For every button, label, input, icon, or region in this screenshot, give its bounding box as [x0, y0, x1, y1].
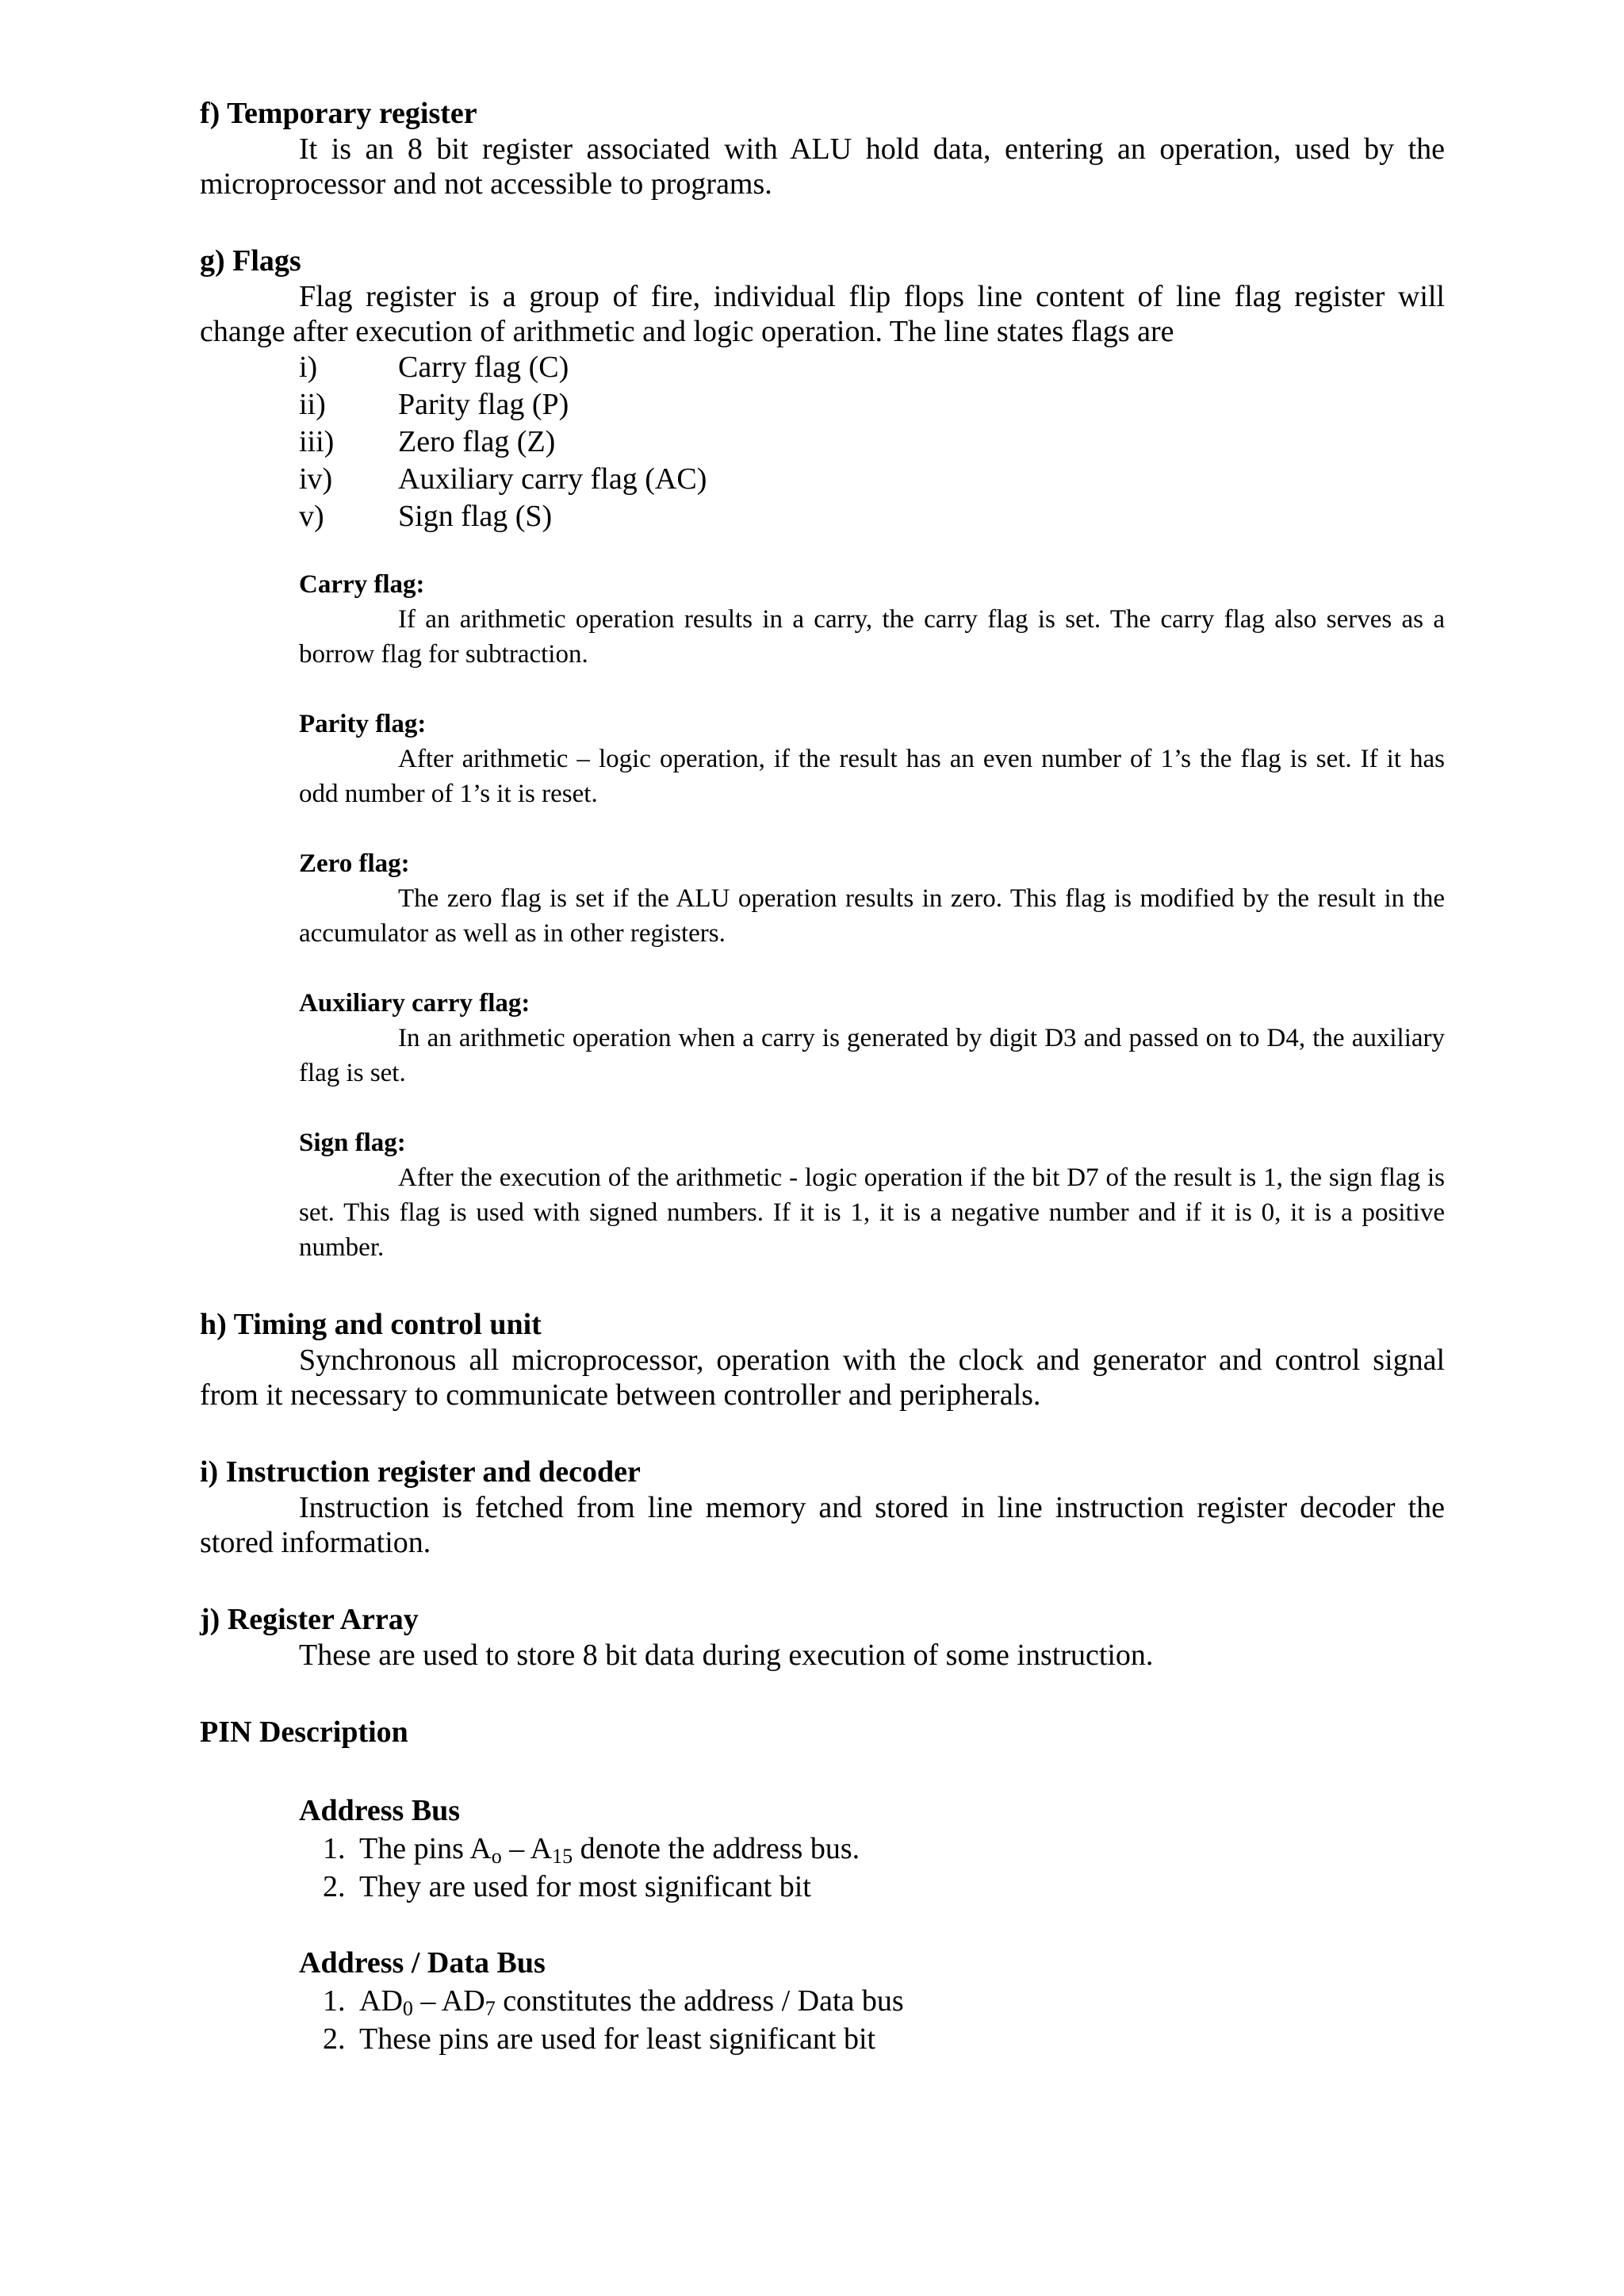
list-text-pre: The pins A — [359, 1832, 492, 1865]
flag-heading: Zero flag: — [299, 849, 410, 878]
section-body: Instruction is fetched from line memory and stored in line instruction register decoder the stored information. — [200, 1491, 1445, 1559]
section-heading: PIN Description — [200, 1715, 408, 1749]
flag-heading: Carry flag: — [299, 570, 425, 599]
flag-body: If an arithmetic operation results in a carry, the carry flag is set. The carry flag also serves as a borrow flag for subtraction. — [299, 605, 1445, 669]
flag-sign — [299, 1125, 1445, 1265]
section-register-array — [200, 1601, 1445, 1673]
flag-descriptions — [299, 567, 1445, 1265]
list-number: 2. — [323, 1870, 346, 1903]
section-instruction-register — [200, 1454, 1445, 1560]
list-text: Sign flag (S) — [398, 500, 553, 533]
flag-zero — [299, 846, 1445, 951]
list-text-mid: – A — [501, 1832, 553, 1865]
section-heading: h) Timing and control unit — [200, 1308, 542, 1341]
flag-heading: Auxiliary carry flag: — [299, 989, 530, 1018]
section-heading: j) Register Array — [200, 1603, 419, 1636]
list-text-pre: AD — [359, 1984, 403, 2018]
list-text: Zero flag (Z) — [398, 425, 556, 458]
address-data-bus-block — [299, 1944, 1445, 2058]
list-number: 2. — [323, 2022, 346, 2056]
flag-body: After the execution of the arithmetic - logic operation if the bit D7 of the result is 1, the sign flag is set. This flag is used with signed numbers. If it is 1, it is a negative number and if it is 0, it is a positive number. — [299, 1163, 1445, 1262]
section-timing-control — [200, 1306, 1445, 1412]
flag-carry — [299, 567, 1445, 672]
section-pin-description — [200, 1714, 1445, 2058]
section-body: These are used to store 8 bit data during execution of some instruction. — [299, 1639, 1154, 1672]
flag-parity — [299, 707, 1445, 811]
flag-auxiliary-carry — [299, 986, 1445, 1091]
list-number: v) — [299, 500, 324, 533]
list-number: 1. — [323, 1832, 346, 1865]
subsection-heading: Address / Data Bus — [299, 1946, 546, 1980]
document-page — [200, 95, 1445, 2058]
list-text-mid: – AD — [412, 1984, 485, 2018]
subscript: 7 — [485, 1997, 496, 2020]
section-heading: g) Flags — [200, 244, 301, 278]
list-item — [299, 349, 1445, 386]
flag-heading: Sign flag: — [299, 1129, 406, 1157]
list-text: Auxiliary carry flag (AC) — [398, 462, 707, 496]
list-text-post: constitutes the address / Data bus — [495, 1984, 904, 2018]
list-text-post: denote the address bus. — [573, 1832, 860, 1865]
subscript: 0 — [402, 1997, 413, 2020]
list-text: Carry flag (C) — [398, 351, 569, 384]
section-flags — [200, 243, 1445, 1265]
list-number: 1. — [323, 1984, 346, 2018]
list-item — [323, 2020, 1445, 2058]
flag-body: After arithmetic – logic operation, if the result has an even number of 1’s the flag is set. If it has odd number of 1’s it is reset. — [299, 745, 1445, 808]
flag-heading: Parity flag: — [299, 710, 427, 738]
list-item — [299, 424, 1445, 461]
list-item — [323, 1982, 1445, 2020]
list-number: i) — [299, 351, 318, 384]
list-number: ii) — [299, 388, 326, 421]
flag-body: In an arithmetic operation when a carry is generated by digit D3 and passed on to D4, the auxiliary flag is set. — [299, 1024, 1445, 1087]
list-item — [299, 498, 1445, 535]
address-bus-list — [323, 1830, 1445, 1906]
section-body: Flag register is a group of fire, individual flip flops line content of line flag register will change after execution of arithmetic and logic operation. The line states flags are — [200, 280, 1445, 348]
list-number: iii) — [299, 425, 335, 458]
section-heading: f) Temporary register — [200, 97, 477, 130]
list-text: Parity flag (P) — [398, 388, 569, 421]
list-text: These pins are used for least significant bit — [359, 2022, 876, 2056]
flag-body: The zero flag is set if the ALU operation results in zero. This flag is modified by the result in the accumulator as well as in other registers. — [299, 884, 1445, 948]
subsection-heading: Address Bus — [299, 1794, 461, 1827]
section-heading: i) Instruction register and decoder — [200, 1455, 641, 1489]
address-bus-block — [299, 1792, 1445, 1906]
subscript: o — [491, 1845, 502, 1868]
list-item — [323, 1868, 1445, 1906]
list-item — [323, 1830, 1445, 1868]
section-body: It is an 8 bit register associated with ALU hold data, entering an operation, used by the microprocessor and not accessible to programs. — [200, 132, 1445, 201]
list-item — [299, 461, 1445, 498]
list-text: They are used for most significant bit — [359, 1870, 811, 1903]
section-body: Synchronous all microprocessor, operation with the clock and generator and control signal from it necessary to communicate between controller and peripherals. — [200, 1343, 1445, 1412]
list-item — [299, 386, 1445, 424]
address-data-bus-list — [323, 1982, 1445, 2058]
section-temporary-register — [200, 95, 1445, 201]
subscript: 15 — [552, 1845, 573, 1868]
flag-list — [299, 349, 1445, 535]
list-number: iv) — [299, 462, 333, 496]
